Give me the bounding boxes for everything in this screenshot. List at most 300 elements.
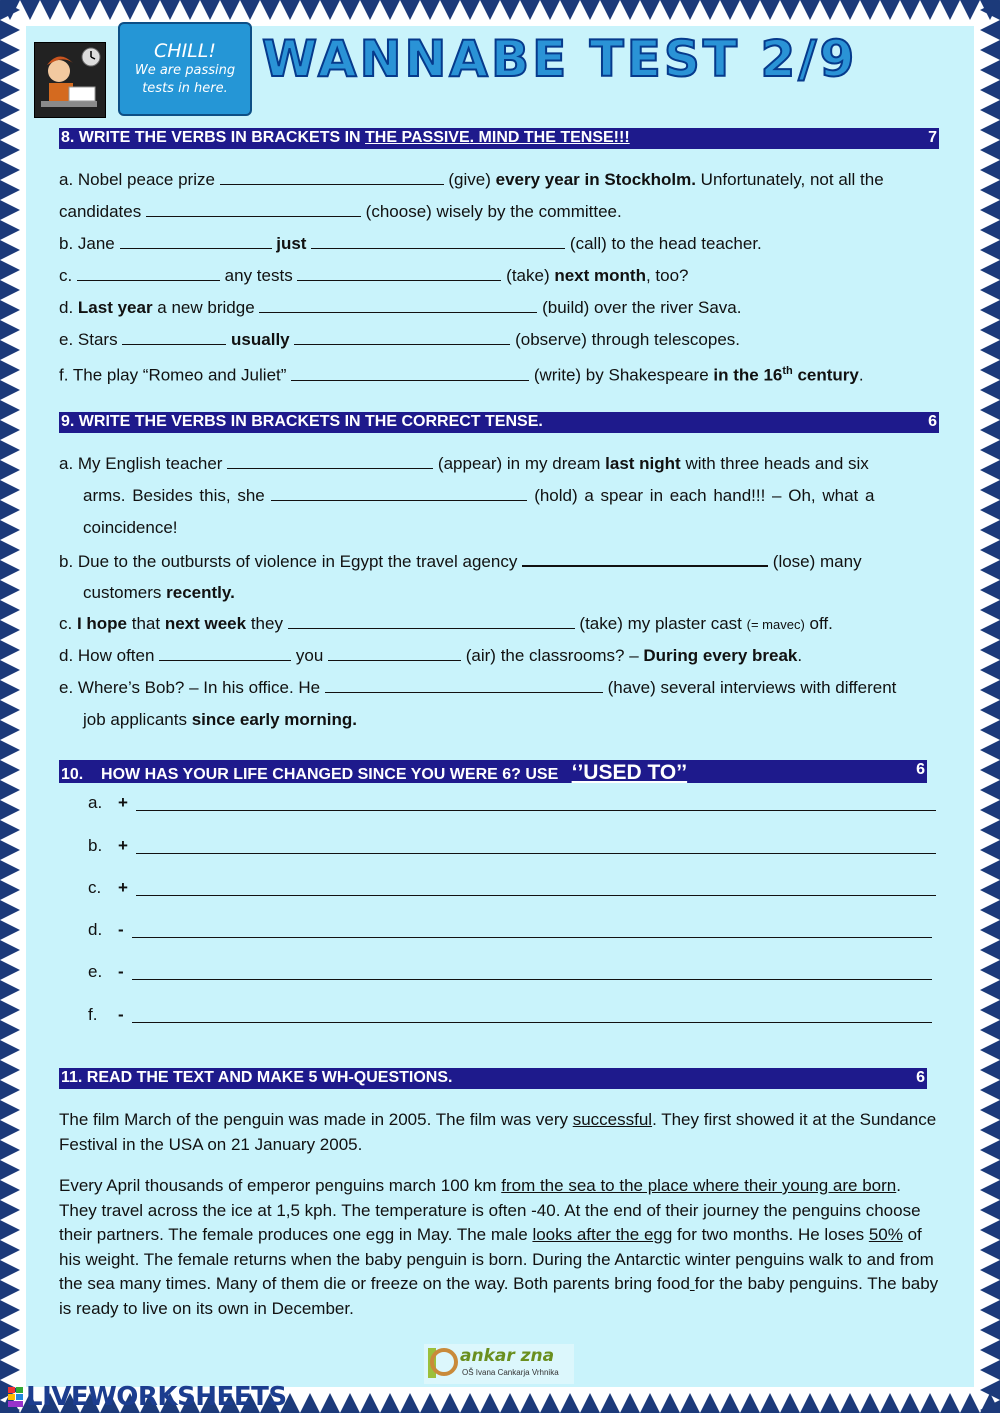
border-triangle <box>940 0 960 20</box>
border-triangle <box>0 260 20 280</box>
border-triangle <box>980 940 1000 960</box>
liveworksheets-brand <box>8 1382 287 1412</box>
answer-blank[interactable] <box>294 329 510 345</box>
text: f. The play “Romeo and Juliet” <box>59 365 292 385</box>
border-triangle <box>0 740 20 760</box>
border-triangle <box>0 940 20 960</box>
border-triangle <box>0 300 20 320</box>
answer-line[interactable] <box>136 895 936 896</box>
border-triangle <box>0 700 20 720</box>
border-triangle <box>720 1393 740 1413</box>
border-triangle <box>0 200 20 220</box>
border-triangle <box>180 0 200 20</box>
section-10-number: 10. <box>61 766 84 783</box>
text: (have) several interviews with different <box>602 678 897 697</box>
border-triangle <box>0 400 20 420</box>
border-triangle <box>600 1393 620 1413</box>
text: a. My English teacher <box>59 454 228 473</box>
border-triangle <box>0 720 20 740</box>
section-8-heading-underlined: THE PASSIVE <box>365 129 470 146</box>
bubble-line-1: We are passing <box>134 63 236 78</box>
border-triangle <box>300 0 320 20</box>
border-triangle <box>980 360 1000 380</box>
border-triangle <box>460 1393 480 1413</box>
answer-label: a. <box>88 793 103 812</box>
text: (lose) many <box>768 552 862 571</box>
border-triangle <box>0 240 20 260</box>
border-triangle <box>0 440 20 460</box>
border-triangle <box>740 1393 760 1413</box>
border-triangle <box>0 680 20 700</box>
s8-item-c <box>59 265 689 287</box>
border-triangle <box>0 420 20 440</box>
border-triangle <box>0 1100 20 1120</box>
answer-line[interactable] <box>132 1022 932 1023</box>
s9-item-c <box>59 613 833 636</box>
border-triangle <box>0 1020 20 1040</box>
text: (take) <box>501 266 555 285</box>
border-triangle <box>660 0 680 20</box>
border-triangle <box>460 0 480 20</box>
answer-blank[interactable] <box>311 233 565 249</box>
text: During every break <box>643 646 798 665</box>
text: job applicants <box>83 710 192 729</box>
border-triangle <box>980 340 1000 360</box>
border-triangle <box>340 1393 360 1413</box>
used-to-answer-row <box>88 836 132 856</box>
border-triangle <box>680 1393 700 1413</box>
answer-blank[interactable] <box>227 453 433 469</box>
border-triangle <box>140 0 160 20</box>
border-triangle <box>980 80 1000 100</box>
s9-item-a-line3 <box>83 517 178 539</box>
border-triangle <box>980 220 1000 240</box>
border-triangle <box>0 660 20 680</box>
border-triangle <box>980 500 1000 520</box>
text: . <box>858 365 864 385</box>
border-triangle <box>20 0 40 20</box>
border-triangle <box>980 320 1000 340</box>
text: th <box>782 365 793 377</box>
border-triangle <box>0 340 20 360</box>
border-triangle <box>40 0 60 20</box>
answer-line[interactable] <box>132 979 932 980</box>
border-triangle <box>980 100 1000 120</box>
text: (take) my plaster cast <box>574 614 747 633</box>
border-triangle <box>0 800 20 820</box>
border-triangle <box>980 20 1000 40</box>
answer-blank[interactable] <box>328 645 461 661</box>
border-triangle <box>340 0 360 20</box>
border-triangle <box>620 0 640 20</box>
border-triangle <box>0 520 20 540</box>
border-triangle <box>980 1160 1000 1180</box>
border-triangle <box>980 860 1000 880</box>
border-triangle <box>360 0 380 20</box>
border-triangle <box>980 180 1000 200</box>
text: for the baby penguins. The baby is ready to live on its own in December. <box>59 1274 939 1318</box>
text: b. Jane <box>59 234 120 253</box>
border-triangle <box>700 0 720 20</box>
text: d. How often <box>59 646 160 665</box>
border-triangle <box>980 140 1000 160</box>
text: they <box>246 614 288 633</box>
border-triangle <box>800 1393 820 1413</box>
answer-blank[interactable] <box>522 550 768 567</box>
border-triangle <box>980 1340 1000 1360</box>
text: The film March of the penguin was made in 2005. The film was very <box>59 1110 573 1129</box>
text: recently. <box>166 583 235 602</box>
answer-line[interactable] <box>132 937 932 938</box>
border-triangle <box>220 0 240 20</box>
border-triangle <box>980 880 1000 900</box>
brand-text: LIVEWORKSHEETS <box>26 1382 287 1412</box>
text: , too? <box>645 266 689 285</box>
penguin-paragraph-1 <box>59 1108 939 1157</box>
border-triangle <box>400 0 420 20</box>
border-triangle <box>0 500 20 520</box>
text: in the 16 <box>713 365 783 385</box>
text: . <box>797 646 803 665</box>
answer-blank[interactable] <box>297 265 501 281</box>
used-to-answer-row <box>88 920 132 940</box>
border-triangle <box>0 880 20 900</box>
answer-sign: + <box>118 836 128 855</box>
answer-blank[interactable] <box>220 169 444 185</box>
text: you <box>291 646 329 665</box>
border-triangle <box>540 1393 560 1413</box>
border-triangle <box>980 1280 1000 1300</box>
text: any tests <box>219 266 298 285</box>
text: I hope <box>76 614 128 633</box>
text: candidates <box>59 202 146 221</box>
border-triangle <box>620 1393 640 1413</box>
text: Last year <box>77 298 153 317</box>
border-triangle <box>0 540 20 560</box>
s9-item-e-line2 <box>83 709 357 731</box>
answer-blank[interactable] <box>159 645 291 661</box>
text: every year in Stockholm. <box>495 170 696 189</box>
liveworksheets-icon <box>8 1384 24 1404</box>
logo-subtitle: OŠ Ivana Cankarja Vrhnika <box>462 1368 559 1377</box>
border-triangle <box>980 1180 1000 1200</box>
border-triangle <box>0 360 20 380</box>
border-triangle <box>980 160 1000 180</box>
border-triangle <box>880 0 900 20</box>
answer-label: f. <box>88 1005 98 1024</box>
border-triangle <box>980 1000 1000 1020</box>
bubble-title: CHILL! <box>154 40 216 62</box>
border-triangle <box>500 0 520 20</box>
underlined-text: 50% <box>868 1225 903 1244</box>
text: b. Due to the outbursts of violence in Egypt the travel agency <box>59 552 523 571</box>
border-triangle <box>60 0 80 20</box>
section-9-heading-text: 9. WRITE THE VERBS IN BRACKETS IN THE CORRECT TENSE. <box>61 413 543 430</box>
border-triangle <box>980 540 1000 560</box>
border-triangle <box>420 1393 440 1413</box>
text: century <box>792 365 859 385</box>
border-triangle <box>0 1320 20 1340</box>
border-triangle <box>0 1060 20 1080</box>
answer-sign: - <box>118 920 124 939</box>
teacher-cartoon-image <box>34 42 106 118</box>
answer-line[interactable] <box>136 810 936 811</box>
border-triangle <box>560 1393 580 1413</box>
text: of his weight. The female returns when the baby penguin is born. During the Antarctic winter penguins walk to and from the sea many times. Many of them die or freeze on the way. Both parents bring food <box>59 1225 934 1293</box>
text: d. <box>59 298 78 317</box>
section-8-heading <box>59 128 939 149</box>
text: just <box>276 234 307 253</box>
border-triangle <box>440 1393 460 1413</box>
answer-sign: + <box>118 793 128 812</box>
border-triangle <box>0 1200 20 1220</box>
border-triangle <box>480 0 500 20</box>
border-triangle <box>0 1160 20 1180</box>
border-triangle <box>0 640 20 660</box>
answer-label: b. <box>88 836 103 855</box>
border-triangle <box>980 980 1000 1000</box>
underlined-text: looks after the egg <box>532 1225 673 1244</box>
border-triangle <box>880 1393 900 1413</box>
border-triangle <box>980 1080 1000 1100</box>
section-9-points: 6 <box>928 413 937 430</box>
border-triangle <box>980 1220 1000 1240</box>
border-triangle <box>320 1393 340 1413</box>
border-triangle <box>780 0 800 20</box>
border-triangle <box>980 440 1000 460</box>
text: Every April thousands of emperor penguins march 100 km <box>59 1176 502 1195</box>
border-triangle <box>980 420 1000 440</box>
border-triangle <box>0 40 20 60</box>
s8-item-d <box>59 297 741 319</box>
answer-blank[interactable] <box>288 613 575 629</box>
border-triangle <box>0 900 20 920</box>
border-triangle <box>760 1393 780 1413</box>
border-triangle <box>0 280 20 300</box>
border-triangle <box>0 380 20 400</box>
border-triangle <box>0 780 20 800</box>
border-triangle <box>980 640 1000 660</box>
answer-blank[interactable] <box>325 677 603 693</box>
s9-item-d <box>59 645 802 667</box>
text: with three heads and six <box>680 454 869 473</box>
text: e. Stars <box>59 330 123 349</box>
text: e. Where’s Bob? – In his office. He <box>59 678 325 697</box>
text: c. <box>59 614 77 633</box>
s8-item-a-line1 <box>59 169 884 191</box>
border-triangle <box>520 1393 540 1413</box>
border-triangle <box>980 1300 1000 1320</box>
border-triangle <box>380 1393 400 1413</box>
underlined-text: successful <box>572 1110 653 1129</box>
border-triangle <box>860 0 880 20</box>
answer-blank[interactable] <box>122 329 226 345</box>
border-triangle <box>980 380 1000 400</box>
border-triangle <box>980 1360 1000 1380</box>
border-triangle <box>680 0 700 20</box>
s9-item-b-line2 <box>83 582 235 604</box>
border-triangle <box>560 0 580 20</box>
border-triangle <box>0 820 20 840</box>
answer-label: d. <box>88 920 103 939</box>
text: next week <box>164 614 247 633</box>
border-triangle <box>980 1040 1000 1060</box>
border-triangle <box>980 1060 1000 1080</box>
border-triangle <box>980 620 1000 640</box>
border-triangle <box>480 1393 500 1413</box>
border-triangle <box>720 0 740 20</box>
border-triangle <box>960 0 980 20</box>
border-triangle <box>0 320 20 340</box>
border-triangle <box>160 0 180 20</box>
s8-item-e <box>59 329 740 351</box>
text: coincidence! <box>83 518 178 537</box>
border-triangle <box>0 1240 20 1260</box>
border-triangle <box>120 0 140 20</box>
border-triangle <box>980 840 1000 860</box>
border-triangle <box>540 0 560 20</box>
s9-item-a-line2 <box>83 485 874 507</box>
s8-item-a-line2 <box>59 201 622 223</box>
border-triangle <box>300 1393 320 1413</box>
border-triangle <box>940 1393 960 1413</box>
border-triangle <box>600 0 620 20</box>
border-triangle <box>0 220 20 240</box>
answer-blank[interactable] <box>120 233 272 249</box>
border-triangle <box>0 600 20 620</box>
border-triangle <box>920 1393 940 1413</box>
border-triangle <box>980 280 1000 300</box>
school-logo <box>424 1344 574 1384</box>
border-triangle <box>80 0 100 20</box>
text: (build) over the river Sava. <box>537 298 742 317</box>
text: Unfortunately, not all the <box>695 170 884 189</box>
border-triangle <box>0 1040 20 1060</box>
border-triangle <box>980 300 1000 320</box>
answer-blank[interactable] <box>271 485 527 501</box>
border-triangle <box>240 0 260 20</box>
border-triangle <box>980 720 1000 740</box>
used-to-answer-row <box>88 1005 132 1025</box>
border-triangle <box>980 800 1000 820</box>
border-triangle <box>0 60 20 80</box>
text: usually <box>231 330 290 349</box>
text: next month <box>554 266 646 285</box>
border-triangle <box>100 0 120 20</box>
bubble-line-2: tests in here. <box>142 81 228 96</box>
border-triangle <box>980 1120 1000 1140</box>
border-triangle <box>900 1393 920 1413</box>
border-triangle <box>980 120 1000 140</box>
border-triangle <box>200 0 220 20</box>
border-triangle <box>800 0 820 20</box>
section-10-heading <box>59 760 927 783</box>
section-8-points: 7 <box>928 129 937 146</box>
border-triangle <box>0 1280 20 1300</box>
border-triangle <box>840 1393 860 1413</box>
border-triangle <box>0 860 20 880</box>
section-11-points: 6 <box>916 1069 925 1086</box>
border-triangle <box>0 480 20 500</box>
border-triangle <box>440 0 460 20</box>
section-10-points: 6 <box>916 761 925 778</box>
answer-blank[interactable] <box>259 297 537 313</box>
border-triangle <box>980 820 1000 840</box>
text: (write) by Shakespeare <box>529 365 714 385</box>
border-triangle <box>0 1300 20 1320</box>
border-triangle <box>0 180 20 200</box>
text: (give) <box>443 170 496 189</box>
chill-speech-bubble <box>118 22 252 116</box>
border-triangle <box>900 0 920 20</box>
border-triangle <box>980 740 1000 760</box>
border-triangle <box>0 1180 20 1200</box>
section-10-heading-text: HOW HAS YOUR LIFE CHANGED SINCE YOU WERE 6? USE <box>101 766 559 783</box>
border-triangle <box>0 460 20 480</box>
answer-line[interactable] <box>136 853 936 854</box>
border-triangle <box>980 760 1000 780</box>
text: a new bridge <box>152 298 260 317</box>
border-triangle <box>820 0 840 20</box>
border-triangle <box>980 700 1000 720</box>
border-triangle <box>0 580 20 600</box>
used-to-answer-row <box>88 878 132 898</box>
text: for two months. He loses <box>672 1225 869 1244</box>
answer-blank[interactable] <box>146 201 361 217</box>
border-triangle <box>500 1393 520 1413</box>
border-triangle <box>0 1000 20 1020</box>
text: that <box>127 614 165 633</box>
section-8-heading-text: 8. WRITE THE VERBS IN BRACKETS IN <box>61 129 366 146</box>
border-triangle <box>980 1260 1000 1280</box>
border-triangle <box>0 120 20 140</box>
border-triangle <box>980 560 1000 580</box>
penguin-paragraph-2 <box>59 1174 939 1321</box>
border-triangle <box>0 100 20 120</box>
border-triangle <box>640 0 660 20</box>
border-triangle <box>760 0 780 20</box>
border-triangle <box>980 680 1000 700</box>
answer-blank[interactable] <box>291 365 529 381</box>
border-triangle <box>0 160 20 180</box>
border-triangle <box>980 660 1000 680</box>
border-triangle <box>360 1393 380 1413</box>
text: a. Nobel peace prize <box>59 170 220 189</box>
text: customers <box>83 583 167 602</box>
s8-item-b <box>59 233 762 255</box>
answer-sign: - <box>118 1005 124 1024</box>
text: arms. Besides this, she <box>83 486 272 505</box>
border-triangle <box>640 1393 660 1413</box>
border-triangle <box>0 560 20 580</box>
border-triangle <box>980 240 1000 260</box>
text: (observe) through telescopes. <box>510 330 740 349</box>
logo-text: ankar zna <box>460 1346 555 1366</box>
answer-blank[interactable] <box>77 265 220 281</box>
border-triangle <box>980 920 1000 940</box>
border-triangle <box>980 260 1000 280</box>
text: (hold) a spear in each hand!!! – Oh, what a <box>527 486 875 505</box>
border-triangle <box>980 60 1000 80</box>
answer-label: c. <box>88 878 102 897</box>
border-triangle <box>320 0 340 20</box>
border-triangle <box>580 1393 600 1413</box>
text: c. <box>59 266 77 285</box>
border-triangle <box>0 620 20 640</box>
border-triangle <box>420 0 440 20</box>
border-triangle <box>860 1393 880 1413</box>
s8-item-f <box>59 360 864 387</box>
